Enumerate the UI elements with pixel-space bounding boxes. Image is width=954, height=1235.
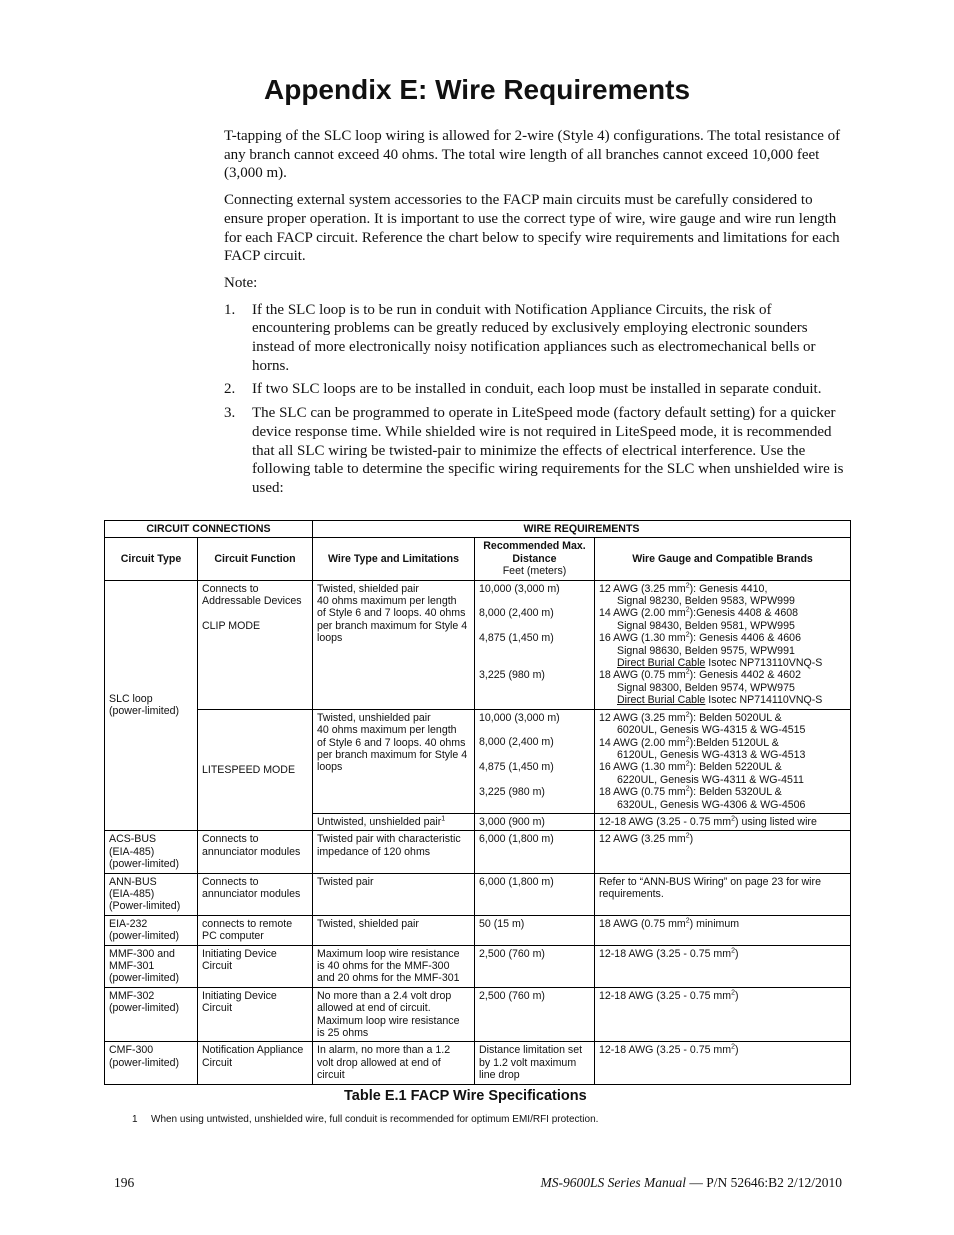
cell-circuit-type [105, 945, 198, 987]
cell-wire-gauge: 12-18 AWG (3.25 - 0.75 $mm^2$) [595, 945, 851, 987]
header-circuit-function: Circuit Function [198, 538, 313, 580]
note-number: 3. [224, 405, 236, 422]
cell-line: by 1.2 volt maximum [479, 1056, 577, 1069]
page-number: 196 [114, 1175, 135, 1190]
cell-distance [475, 873, 595, 915]
cell-line: 2,500 (760 m) [479, 989, 545, 1002]
group-header-circuit-connections: CIRCUIT CONNECTIONS [105, 521, 313, 538]
cell-line: 16 AWG (1.30 $mm^2$): Genesis 4406 & 4606 [599, 631, 801, 645]
cell-line: 14 AWG (2.00 $mm^2):Genesis$ 4408 & 4608 [599, 606, 799, 620]
cell-line: Signal 98300, Belden 9574, WPW975 [617, 681, 795, 694]
cell-line: 8,000 (2,400 m) [479, 736, 554, 749]
cell-line: annunciator modules [202, 887, 301, 900]
generic-rows [105, 831, 851, 1084]
cell-line: 6020UL, Genesis WG-4315 & WG-4515 [617, 724, 806, 737]
cell-wire-gauge [595, 580, 851, 709]
table-row [105, 1042, 851, 1084]
cell-line: Circuit [202, 960, 233, 972]
cell-line: Initiating Device [202, 989, 277, 1002]
header-distance-line: Distance [512, 552, 557, 565]
header-distance-line: Feet (meters) [502, 565, 567, 578]
cell-line: 10,000 (3,000 m) [479, 711, 560, 724]
cell-circuit-type [105, 831, 198, 873]
cell-wire-type [313, 945, 475, 987]
header-wire-gauge: Wire Gauge and Compatible Brands [595, 538, 851, 580]
column-header-row [105, 538, 851, 580]
cell-line: 14 AWG (2.00 $mm^2):Belden$ 5120UL & [599, 735, 779, 749]
cell-line: Notification Appliance [202, 1044, 304, 1057]
cell-wire-gauge: 12-18 AWG (3.25 - 0.75 $mm^2$) using listed wire [595, 813, 851, 830]
cell-line: No more than a 2.4 volt drop [317, 989, 452, 1002]
cell-line: Direct Burial Cable Isotec NP713110VNQ-S [617, 657, 823, 670]
cell-line: Initiating Device [202, 947, 277, 960]
cell-line: 12 AWG (3.25 $mm^2$): Genesis 4410, [599, 582, 768, 595]
cell-line: Addressable Devices [202, 595, 302, 608]
cell-wire-gauge: Refer to “ANN-BUS Wiring” on page 23 for wire requirements. [595, 873, 851, 915]
cell-line: (EIA-485) [109, 845, 155, 858]
cell-line: ACS-BUS [109, 833, 157, 846]
cell-wire-type [313, 709, 475, 813]
table-caption: Table E.1 FACP Wire Specifications [344, 1088, 587, 1104]
cell-line: (Power-limited) [109, 900, 181, 913]
cell-wire-type [313, 831, 475, 873]
table-row [105, 873, 851, 915]
cell-line: 4,875 (1,450 m) [479, 761, 554, 774]
cell-line: 12 AWG (3.25 $mm^2$): Belden 5020UL & [599, 711, 782, 724]
cell-line: of Style 6 and 7 loops. 40 ohms [317, 736, 466, 749]
footnote-text: When using untwisted, unshielded wire, full conduit is recommended for optimum EMI/RFI protection. [151, 1114, 599, 1125]
cell-circuit-function [198, 580, 313, 709]
cell-line: of Style 6 and 7 loops. 40 ohms [317, 607, 466, 620]
cell-wire-type [313, 1042, 475, 1084]
cell-line: Twisted, shielded pair [317, 917, 419, 930]
group-header-row [105, 521, 851, 538]
cell-line: 3,225 (980 m) [479, 669, 545, 682]
cell-line: MMF-302 [109, 989, 155, 1002]
cell-line: (power-limited) [109, 1056, 180, 1069]
wire-requirements-table [104, 520, 851, 1085]
cell-line: (power-limited) [109, 972, 180, 985]
cell-line: Signal 98230, Belden 9583, WPW999 [617, 595, 795, 608]
cell-line: 4,875 (1,450 m) [479, 632, 554, 645]
cell-line: Connects to [202, 582, 259, 595]
cell-line: 10,000 (3,000 m) [479, 582, 560, 595]
cell-circuit-function [198, 945, 313, 987]
cell-line: 6220UL, Genesis WG-4311 & WG-4511 [617, 773, 804, 786]
cell-line: (power-limited) [109, 1002, 180, 1015]
footnote-number: 1 [132, 1114, 138, 1125]
cell-circuit-function [198, 873, 313, 915]
cell-line: Twisted, unshielded pair [317, 711, 431, 724]
paragraph: T-tapping of the SLC loop wiring is allowed for 2-wire (Style 4) configurations. The total resistance of any branch cannot exceed 40 ohms. The total wire length of all branches cannot exceed 10,000 feet (3,000 m). [224, 128, 841, 182]
cell-circuit-function [198, 1042, 313, 1084]
cell-wire-type [313, 987, 475, 1042]
table-row-slc-clip [105, 580, 851, 709]
cell-line: (power-limited) [109, 930, 180, 943]
cell-line: Twisted, shielded pair [317, 582, 419, 595]
document-reference [540, 1175, 842, 1191]
cell-line: impedance of 120 ohms [317, 845, 431, 858]
table-row [105, 915, 851, 945]
cell-line: circuit [317, 1069, 345, 1082]
cell-line: Connects to [202, 875, 259, 888]
cell-line: 50 (15 m) [479, 917, 525, 930]
cell-distance [475, 945, 595, 987]
cell-line: (EIA-485) [109, 887, 155, 900]
note-item [224, 380, 844, 399]
cell-line: Maximum loop wire resistance [317, 1014, 460, 1027]
cell-wire-gauge: 18 AWG (0.75 $mm^2$) minimum [595, 915, 851, 945]
header-distance-line: Recommended Max. [483, 540, 586, 553]
note-item [224, 301, 844, 376]
cell-line: Twisted pair [317, 875, 374, 888]
cell-line: ANN-BUS [109, 875, 157, 888]
cell-line: is 40 ohms for the MMF-300 [317, 960, 450, 972]
cell-line: connects to remote [202, 917, 293, 930]
cell-circuit-function [198, 915, 313, 945]
table-row [105, 987, 851, 1042]
cell-circuit-function: LITESPEED MODE [198, 709, 313, 831]
note-text: If two SLC loops are to be installed in conduit, each loop must be installed in separate conduit. [252, 381, 822, 398]
body-text [224, 127, 844, 503]
table-row [105, 831, 851, 873]
cell-line: MMF-300 and [109, 947, 175, 960]
cell-circuit-type [105, 1042, 198, 1084]
cell-wire-gauge [595, 709, 851, 813]
cell-line: Distance limitation set [479, 1044, 583, 1057]
note-number: 1. [224, 301, 236, 318]
table-row-slc-litespeed [105, 709, 851, 813]
cell-line: 6,000 (1,800 m) [479, 875, 554, 888]
cell-line: CLIP MODE [202, 619, 261, 632]
cell-line: (power-limited) [109, 858, 180, 871]
cell-wire-type: Untwisted, unshielded pair$^1$ [313, 813, 475, 830]
cell-wire-type [313, 915, 475, 945]
cell-wire-gauge: 12-18 AWG (3.25 - 0.75 $mm^2$) [595, 987, 851, 1042]
manual-title: MS-9600LS Series Manual [540, 1175, 686, 1190]
cell-distance [475, 987, 595, 1042]
note-label: Note: [224, 274, 258, 291]
note-text: The SLC can be programmed to operate in LiteSpeed mode (factory default setting) for a quicker device response time. While shielded wire is not required in LiteSpeed mode, it is recommended that all SLC wiring be twisted-pair to minimize the effects of electrical interference. Use the following table to determine the specific wiring requirements for the SLC when unshielded wire is used: [252, 405, 844, 496]
cell-distance [475, 709, 595, 813]
cell-line: EIA-232 [109, 917, 148, 930]
cell-distance [475, 915, 595, 945]
cell-circuit-function [198, 831, 313, 873]
cell-circuit-type [105, 873, 198, 915]
cell-distance: 3,000 (900 m) [475, 813, 595, 830]
cell-line: PC computer [202, 930, 264, 943]
cell-line: Signal 98630, Belden 9575, WPW991 [617, 644, 795, 657]
cell-distance [475, 831, 595, 873]
cell-wire-type [313, 873, 475, 915]
cell-distance [475, 1042, 595, 1084]
cell-line: 8,000 (2,400 m) [479, 607, 554, 620]
cell-circuit-type [105, 580, 198, 831]
cell-line: volt drop allowed at end of [317, 1056, 441, 1069]
cell-circuit-function [198, 987, 313, 1042]
cell-line: is 25 ohms [317, 1027, 369, 1040]
cell-line: 18 AWG (0.75 $mm^2$): Genesis 4402 & 4602 [599, 668, 801, 682]
note-list [224, 301, 844, 498]
cell-wire-gauge: 12 AWG (3.25 $mm^2$) [595, 831, 851, 873]
paragraph: Connecting external system accessories to the FACP main circuits must be carefully considered to ensure proper operation. It is important to use the correct type of wire, wire gauge and wire run length for each FACP circuit. Reference the chart below to specify wire requirements and limitations for each FACP circuit. [224, 192, 840, 265]
manual-part-number: — P/N 52646:B2 2/12/2010 [685, 1175, 842, 1190]
note-item [224, 404, 844, 498]
note-text: If the SLC loop is to be run in conduit with Notification Appliance Circuits, the risk of encountering problems can be greatly reduced by exclusively employing electronic sounders instead of more electronically noisy notification appliances such as electromechanical bells or horns. [252, 301, 816, 374]
header-wire-type: Wire Type and Limitations [313, 538, 475, 580]
cell-line: 18 AWG (0.75 $mm^2$): Belden 5320UL & [599, 785, 782, 799]
cell-line: 6,000 (1,800 m) [479, 833, 554, 846]
group-header-wire-requirements: WIRE REQUIREMENTS [313, 521, 851, 538]
cell-line: Signal 98430, Belden 9581, WPW995 [617, 619, 795, 632]
cell-line: Circuit [202, 1056, 233, 1069]
cell-line: 40 ohms maximum per length [317, 595, 457, 608]
cell-line: In alarm, no more than a 1.2 [317, 1044, 451, 1057]
cell-wire-type [313, 580, 475, 709]
cell-line: 6320UL, Genesis WG-4306 & WG-4506 [617, 798, 806, 811]
cell-line: Circuit [202, 1002, 233, 1015]
page-title: Appendix E: Wire Requirements [264, 74, 691, 105]
cell-line: CMF-300 [109, 1044, 154, 1057]
cell-line: Twisted pair with characteristic [317, 833, 461, 846]
header-circuit-type: Circuit Type [105, 538, 198, 580]
cell-line: and 20 ohms for the MMF-301 [317, 972, 460, 985]
cell-line: 2,500 (760 m) [479, 947, 545, 960]
cell-line: allowed at end of circuit. [317, 1002, 431, 1015]
cell-line: 6120UL, Genesis WG-4313 & WG-4513 [617, 748, 806, 761]
cell-distance [475, 580, 595, 709]
cell-circuit-type [105, 915, 198, 945]
cell-line: Direct Burial Cable Isotec NP714110VNQ-S [617, 694, 823, 707]
footnote [132, 1114, 598, 1125]
cell-line: per branch maximum for Style 4 [317, 619, 468, 632]
cell-line: Connects to [202, 833, 259, 846]
cell-line: 3,225 (980 m) [479, 786, 545, 799]
cell-line: per branch maximum for Style 4 [317, 748, 468, 761]
cell-circuit-type [105, 987, 198, 1042]
cell-line: loops [317, 632, 343, 645]
cell-line: Maximum loop wire resistance [317, 947, 460, 960]
cell-line: SLC loop [109, 693, 153, 706]
cell-line: MMF-301 [109, 960, 155, 972]
header-distance [475, 538, 595, 580]
cell-wire-gauge: 12-18 AWG (3.25 - 0.75 $mm^2$) [595, 1042, 851, 1084]
cell-line: 16 AWG (1.30 $mm^2$): Belden 5220UL & [599, 760, 782, 774]
cell-line: loops [317, 761, 343, 774]
cell-line: line drop [479, 1069, 520, 1082]
cell-line: 40 ohms maximum per length [317, 724, 457, 737]
cell-line: annunciator modules [202, 845, 301, 858]
note-number: 2. [224, 381, 236, 398]
table-row [105, 945, 851, 987]
cell-line: (power-limited) [109, 705, 180, 718]
